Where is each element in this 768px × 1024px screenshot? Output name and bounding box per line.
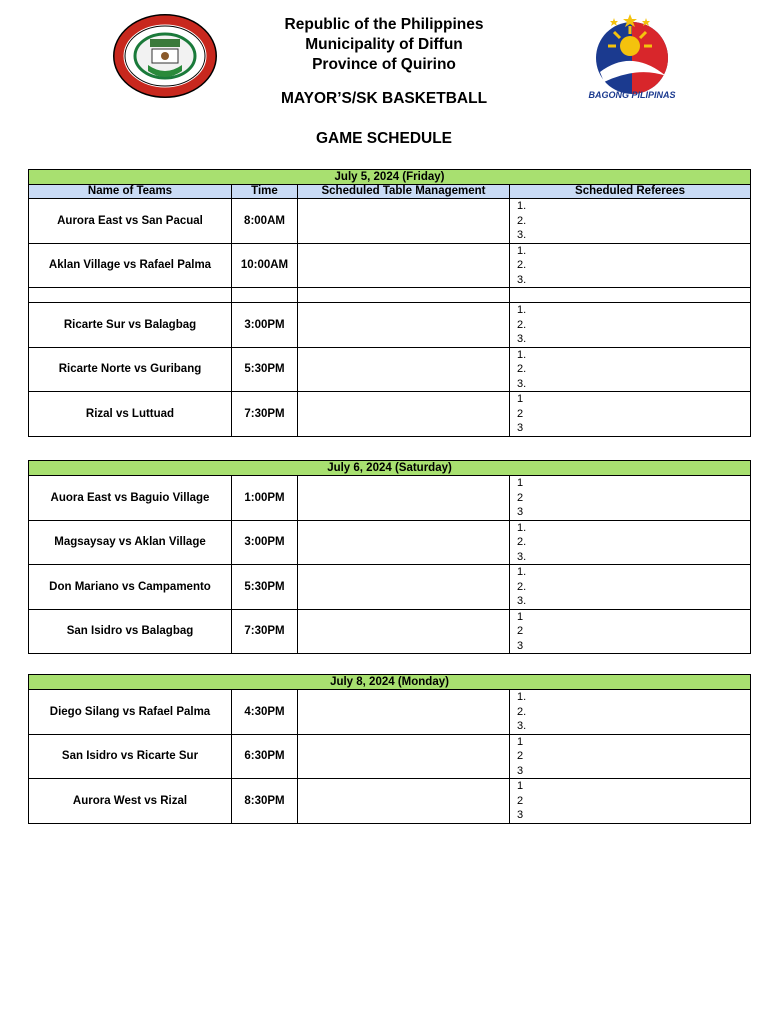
header-republic: Republic of the Philippines: [284, 16, 484, 33]
referee-line: 1.: [517, 304, 527, 316]
table-management-cell: [298, 565, 510, 610]
game-time: 8:30PM: [232, 779, 298, 824]
referee-line: 1: [517, 393, 524, 405]
game-row: [29, 199, 751, 244]
game-row: [29, 779, 751, 824]
table-management-cell: [298, 779, 510, 824]
table-management-cell: [298, 392, 510, 437]
referee-line: 1: [517, 610, 524, 623]
table-management-cell: [298, 347, 510, 392]
game-row: [29, 565, 751, 610]
referees-cell: [510, 347, 751, 392]
schedule-table-day-3: [28, 674, 751, 824]
schedule-table-day-2: [28, 460, 751, 654]
game-time: 5:30PM: [232, 565, 298, 610]
referee-line: 1.: [517, 521, 527, 534]
game-row: [29, 303, 751, 348]
game-teams: San Isidro vs Ricarte Sur: [29, 734, 232, 779]
referees-cell: [510, 734, 751, 779]
referees-cell: [510, 392, 751, 437]
referee-line: 3.: [517, 720, 527, 732]
header-province: Province of Quirino: [312, 56, 456, 73]
table-management-cell: [298, 520, 510, 565]
game-teams: Magsaysay vs Aklan Village: [29, 520, 232, 565]
referees-cell: [510, 520, 751, 565]
game-row: [29, 392, 751, 437]
referees-cell: [510, 609, 751, 654]
table-management-cell: [298, 243, 510, 288]
referees-cell: [510, 779, 751, 824]
referees-cell: [510, 243, 751, 288]
game-teams: Don Mariano vs Campamento: [29, 565, 232, 610]
game-time: 6:30PM: [232, 734, 298, 779]
table-management-cell: [298, 609, 510, 654]
game-time: 3:00PM: [232, 303, 298, 348]
game-teams: San Isidro vs Balagbag: [29, 609, 232, 654]
referee-line: 1.: [517, 244, 527, 257]
table-management-cell: [298, 303, 510, 348]
referee-line: 3: [517, 422, 524, 434]
referee-line: 3.: [517, 595, 527, 607]
game-time: 10:00AM: [232, 243, 298, 288]
game-time: 1:00PM: [232, 476, 298, 521]
game-row: [29, 690, 751, 735]
referee-line: 2.: [517, 705, 527, 718]
game-teams: Aklan Village vs Rafael Palma: [29, 243, 232, 288]
event-title: MAYOR’S/SK BASKETBALL: [280, 90, 488, 107]
day-header: July 6, 2024 (Saturday): [29, 461, 751, 476]
bagong-pilipinas-label: BAGONG PILIPINAS: [588, 90, 676, 100]
game-teams: Rizal vs Luttuad: [29, 392, 232, 437]
referee-line: 3.: [517, 377, 527, 390]
game-teams: Ricarte Sur vs Balagbag: [29, 303, 232, 348]
referee-line: 3: [517, 506, 524, 518]
game-time: 7:30PM: [232, 609, 298, 654]
referee-line: 1.: [517, 200, 527, 212]
referees-cell: [510, 476, 751, 521]
blank-cell: [298, 288, 510, 303]
game-row: [29, 734, 751, 779]
referees-cell: [510, 690, 751, 735]
game-time: 8:00AM: [232, 199, 298, 244]
referee-line: 3.: [517, 333, 527, 345]
blank-cell: [510, 288, 751, 303]
referee-line: 3.: [517, 229, 527, 241]
column-header-referees: Scheduled Referees: [510, 185, 751, 199]
referee-line: 2.: [517, 536, 527, 548]
referee-line: 2: [517, 794, 524, 807]
game-time: 3:00PM: [232, 520, 298, 565]
game-row: [29, 347, 751, 392]
day-header: July 8, 2024 (Monday): [29, 675, 751, 690]
game-row: [29, 609, 751, 654]
blank-cell: [232, 288, 298, 303]
game-row: [29, 243, 751, 288]
table-management-cell: [298, 690, 510, 735]
game-row: [29, 520, 751, 565]
referees-cell: [510, 199, 751, 244]
referees-cell: [510, 303, 751, 348]
referee-line: 3: [517, 764, 524, 777]
game-teams: Aurora West vs Rizal: [29, 779, 232, 824]
schedule-title: GAME SCHEDULE: [315, 130, 453, 147]
game-time: 4:30PM: [232, 690, 298, 735]
table-management-cell: [298, 476, 510, 521]
column-header-table-management: Scheduled Table Management: [298, 185, 510, 199]
game-teams: Auora East vs Baguio Village: [29, 476, 232, 521]
referee-line: 2.: [517, 318, 527, 331]
table-management-cell: [298, 199, 510, 244]
game-teams: Diego Silang vs Rafael Palma: [29, 690, 232, 735]
referee-line: 3.: [517, 550, 527, 563]
referee-line: 2.: [517, 363, 527, 375]
referee-line: 2.: [517, 580, 527, 593]
game-row: [29, 476, 751, 521]
blank-cell: [29, 288, 232, 303]
game-teams: Aurora East vs San Pacual: [29, 199, 232, 244]
referee-line: 1: [517, 780, 524, 792]
referee-line: 1: [517, 735, 524, 748]
referee-line: 3: [517, 639, 524, 652]
table-management-cell: [298, 734, 510, 779]
referee-line: 1.: [517, 566, 527, 578]
referee-line: 2: [517, 625, 524, 637]
column-header-teams: Name of Teams: [29, 185, 232, 199]
referee-line: 2.: [517, 214, 527, 227]
referee-line: 2.: [517, 259, 527, 271]
referee-line: 3.: [517, 273, 527, 286]
game-time: 7:30PM: [232, 392, 298, 437]
referee-line: 3: [517, 809, 524, 821]
document-header: [0, 0, 768, 160]
referee-line: 1: [517, 477, 524, 489]
column-header-time: Time: [232, 185, 298, 199]
game-time: 5:30PM: [232, 347, 298, 392]
referee-line: 2: [517, 750, 524, 762]
header-municipality: Municipality of Diffun: [305, 36, 463, 53]
referees-cell: [510, 565, 751, 610]
referee-line: 2: [517, 491, 524, 504]
referee-line: 2: [517, 407, 524, 420]
blank-row: [29, 288, 751, 303]
referee-line: 1.: [517, 348, 527, 361]
day-header: July 5, 2024 (Friday): [29, 170, 751, 185]
game-teams: Ricarte Norte vs Guribang: [29, 347, 232, 392]
schedule-table-day-1: [28, 169, 751, 437]
referee-line: 1.: [517, 691, 527, 703]
